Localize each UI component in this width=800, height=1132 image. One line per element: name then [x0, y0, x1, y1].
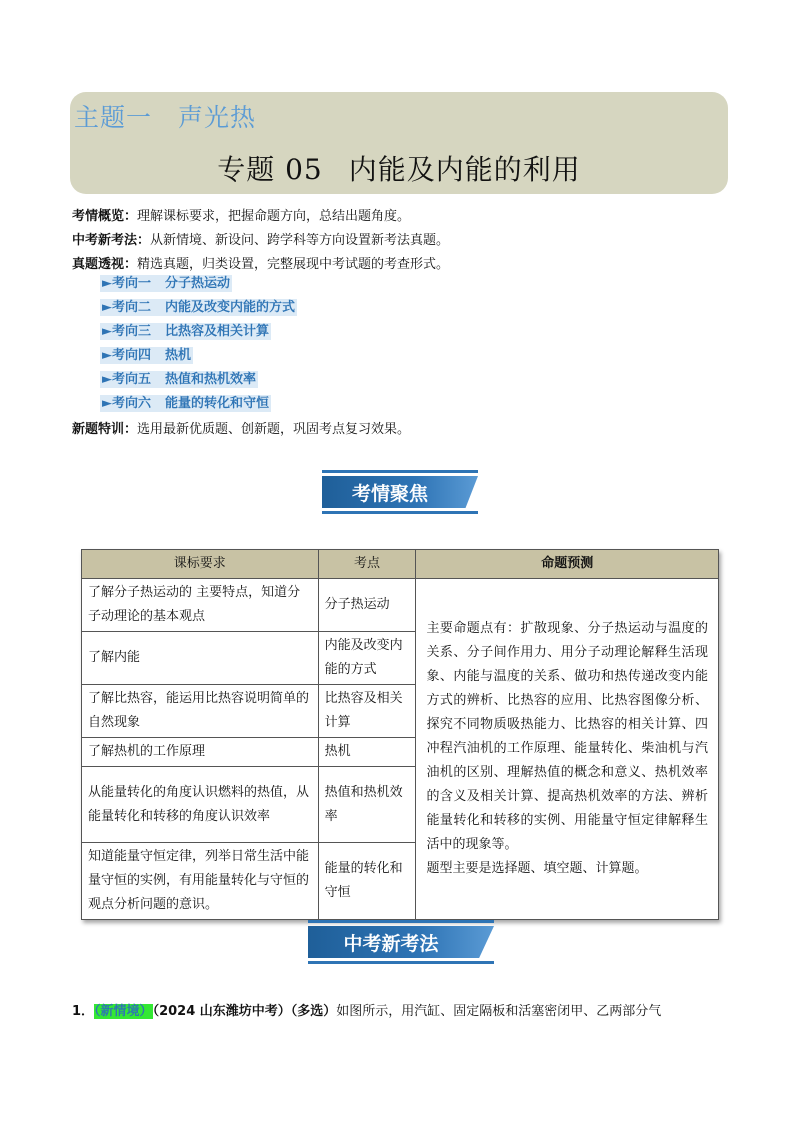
- point-cell: 能量的转化和守恒: [318, 843, 416, 920]
- topic-name: 声光热: [178, 103, 257, 132]
- intro-label: 真题透视：: [72, 257, 138, 272]
- direction-link[interactable]: [100, 296, 297, 320]
- triangle-arrow-icon: ►: [102, 324, 112, 339]
- section-title: 中考新考法: [343, 932, 439, 955]
- requirement-cell: 从能量转化的角度认识燃料的热值，从能量转化和转移的角度认识效率: [82, 767, 319, 843]
- intro-section: [72, 205, 449, 277]
- direction-link[interactable]: [100, 368, 297, 392]
- point-cell: 热机: [318, 738, 416, 767]
- intro-label: 考情概览：: [72, 209, 138, 224]
- direction-label: 考向六: [112, 396, 152, 411]
- direction-name: 比热容及相关计算: [165, 324, 270, 339]
- table-header-row: [82, 550, 719, 579]
- intro-text: 理解课标要求，把握命题方向，总结出题角度。: [137, 209, 411, 224]
- intro-label: 中考新考法：: [72, 233, 151, 248]
- direction-label: 考向三: [112, 324, 152, 339]
- question-number: 1．: [72, 1004, 95, 1019]
- requirement-cell: 了解热机的工作原理: [82, 738, 319, 767]
- intro-text: 精选真题，归类设置，完整展现中考试题的考查形式。: [137, 257, 450, 272]
- requirement-cell: 了解比热容，能运用比热容说明简单的自然现象: [82, 685, 319, 738]
- triangle-arrow-icon: ►: [102, 396, 112, 411]
- triangle-arrow-icon: ►: [102, 348, 112, 363]
- direction-link[interactable]: [100, 272, 297, 296]
- intro-text: 从新情境、新设问、跨学科等方向设置新考法真题。: [150, 233, 450, 248]
- question-1: [72, 1000, 661, 1024]
- prediction-cell: [416, 579, 719, 920]
- triangle-arrow-icon: ►: [102, 372, 112, 387]
- curriculum-table: [81, 549, 719, 920]
- table-header: 命题预测: [416, 550, 719, 579]
- tail-label: 新题特训：: [72, 422, 138, 437]
- point-cell: 分子热运动: [318, 579, 416, 632]
- requirement-cell: 知道能量守恒定律，列举日常生活中能量守恒的实例，有用能量转化与守恒的观点分析问题的意识。: [82, 843, 319, 920]
- point-cell: 比热容及相关计算: [318, 685, 416, 738]
- question-source: （2024 山东潍坊中考）: [152, 1004, 291, 1019]
- topic-heading: [74, 98, 256, 134]
- point-cell: 热值和热机效率: [318, 767, 416, 843]
- tail-line: [72, 418, 410, 442]
- triangle-arrow-icon: ►: [102, 276, 112, 291]
- direction-link[interactable]: [100, 344, 297, 368]
- requirement-cell: 了解分子热运动的 主要特点，知道分子动理论的基本观点: [82, 579, 319, 632]
- section-title: 考情聚焦: [351, 482, 428, 505]
- direction-list: [100, 272, 297, 416]
- section-ribbon-new-method: [308, 920, 494, 964]
- topic-number: 主题一: [74, 103, 153, 132]
- direction-label: 考向四: [112, 348, 152, 363]
- triangle-arrow-icon: ►: [102, 300, 112, 315]
- intro-line: [72, 229, 449, 253]
- question-type-text: 题型主要是选择题、填空题、计算题。: [426, 861, 648, 876]
- tail-text: 选用最新优质题、创新题，巩固考点复习效果。: [137, 422, 411, 437]
- requirement-cell: 了解内能: [82, 632, 319, 685]
- subject-name: 内能及内能的利用: [348, 153, 581, 186]
- direction-label: 考向一: [112, 276, 152, 291]
- prediction-text: 主要命题点有：扩散现象、分子热运动与温度的关系、分子间作用力、用分子动理论解释生活现象、内能与温度的关系、做功和热传递改变内能方式的辨析、比热容的应用、比热容图像分析、探究不同物质吸热能力、比热容的相关计算、四冲程汽油机的工作原理、能量转化、柴油机与汽油机的区别、理解热值的概念和意义、热机效率的含义及相关计算、提高热机效率的方法、辨析能量转化和转移的实例、用能量守恒定律解释生活中的现象等。: [426, 621, 708, 852]
- subject-number: 专题 05: [217, 153, 323, 186]
- direction-name: 能量的转化和守恒: [165, 396, 270, 411]
- intro-line: [72, 205, 449, 229]
- question-text: 如图所示，用汽缸、固定隔板和活塞密闭甲、乙两部分气: [336, 1004, 662, 1019]
- question-kind: （多选）: [290, 1004, 337, 1019]
- direction-label: 考向二: [112, 300, 152, 315]
- direction-link[interactable]: [100, 320, 297, 344]
- direction-link[interactable]: [100, 392, 297, 416]
- direction-name: 内能及改变内能的方式: [165, 300, 296, 315]
- title-banner: [70, 92, 728, 194]
- table-header: 课标要求: [82, 550, 319, 579]
- direction-label: 考向五: [112, 372, 152, 387]
- direction-name: 热值和热机效率: [165, 372, 257, 387]
- table-row: [82, 579, 719, 632]
- subject-title: [70, 148, 728, 188]
- direction-name: 热机: [165, 348, 192, 363]
- table-header: 考点: [318, 550, 416, 579]
- point-cell: 内能及改变内能的方式: [318, 632, 416, 685]
- direction-name: 分子热运动: [165, 276, 231, 291]
- section-ribbon-exam: [322, 470, 478, 514]
- new-context-tag: （新情境）: [94, 1004, 153, 1019]
